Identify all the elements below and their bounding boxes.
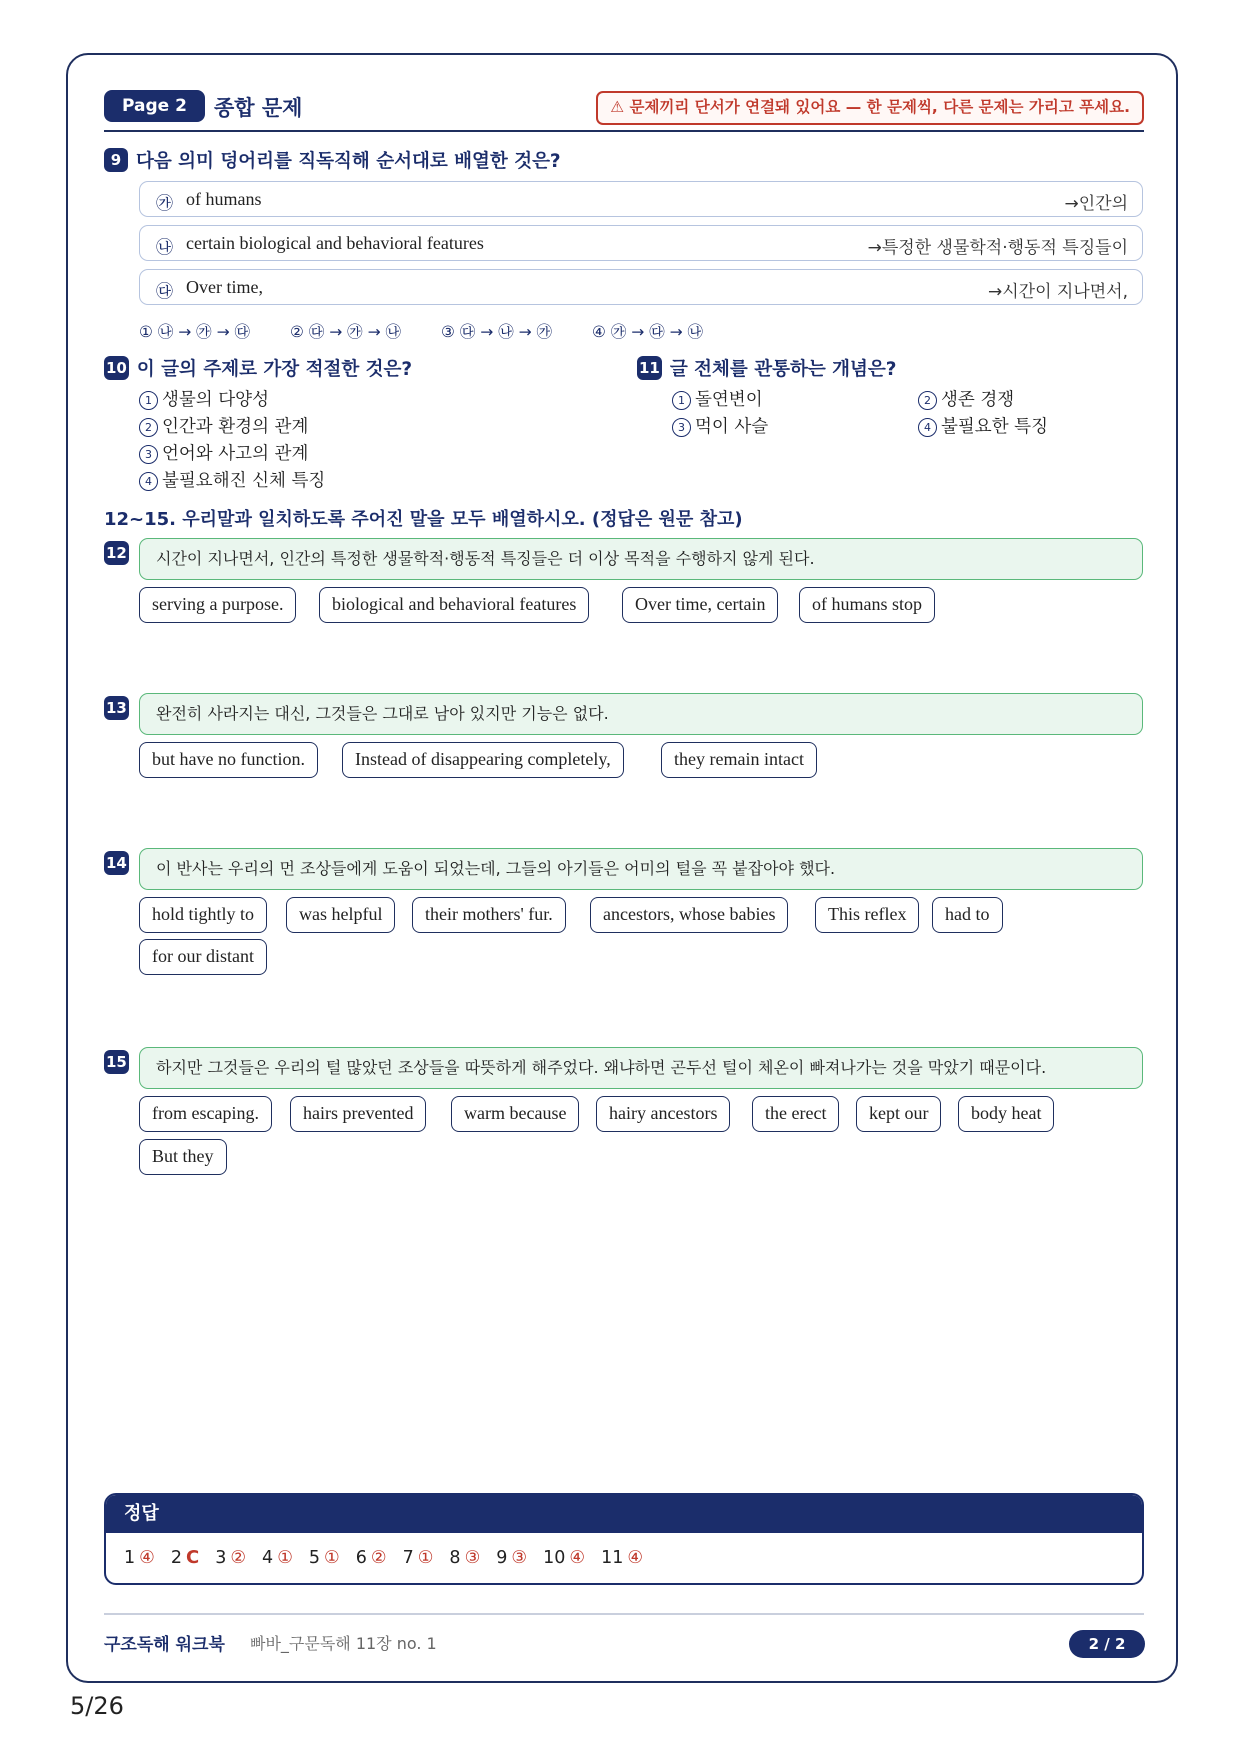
question-number-12: 12: [104, 541, 129, 565]
section-title: 종합 문제: [214, 96, 303, 120]
word-card[interactable]: the erect: [752, 1096, 839, 1132]
word-card[interactable]: ancestors, whose babies: [590, 897, 788, 933]
question-number-13: 13: [104, 696, 129, 720]
word-card[interactable]: their mothers' fur.: [412, 897, 566, 933]
q11-option-1[interactable]: [672, 386, 763, 411]
answer-value: ②: [370, 1548, 387, 1568]
footer-subtitle: 빠바_구문독해 11장 no. 1: [250, 1634, 437, 1653]
answer-value: ①: [417, 1548, 434, 1568]
answer-number: 4: [262, 1548, 274, 1568]
korean-sentence-12: 시간이 지나면서, 인간의 특정한 생물학적·행동적 특징들은 더 이상 목적을 수행하지 않게 된다.: [139, 538, 1143, 580]
answer-number: 3: [215, 1548, 227, 1568]
word-card[interactable]: Instead of disappearing completely,: [342, 742, 624, 778]
answer-number: 8: [449, 1548, 461, 1568]
chunk-korean: →특정한 생물학적·행동적 특징들이: [867, 238, 1128, 258]
answer-number: 11: [601, 1548, 624, 1568]
option-marker: 4: [918, 418, 937, 437]
answer-value: C: [185, 1547, 200, 1568]
q9-option-3[interactable]: ③ ㉰ → ㉯ → ㉮: [441, 323, 553, 341]
option-text: 생존 경쟁: [941, 390, 1015, 410]
q9-option-1[interactable]: ① ㉯ → ㉮ → ㉰: [139, 323, 251, 341]
answer-number: 10: [543, 1548, 566, 1568]
q10-option-2[interactable]: [139, 413, 308, 438]
chunk-korean: →인간의: [1064, 194, 1128, 214]
question-number-15: 15: [104, 1050, 129, 1074]
answer-key-title: 정답: [106, 1495, 1142, 1533]
korean-sentence-14: 이 반사는 우리의 먼 조상들에게 도움이 되었는데, 그들의 아기들은 어미의 털을 꼭 붙잡아야 했다.: [139, 848, 1143, 890]
q9-option-2[interactable]: ② ㉰ → ㉮ → ㉯: [290, 323, 402, 341]
word-card[interactable]: hairs prevented: [290, 1096, 426, 1132]
question-11: [637, 355, 897, 381]
word-card[interactable]: from escaping.: [139, 1096, 272, 1132]
question-number: 10: [104, 356, 129, 380]
q11-option-4[interactable]: [918, 413, 1048, 438]
word-card[interactable]: This reflex: [815, 897, 919, 933]
option-text: 생물의 다양성: [162, 390, 269, 410]
answer-number: 5: [308, 1548, 321, 1568]
answer-item: [262, 1548, 293, 1568]
answer-number: 7: [402, 1548, 414, 1568]
word-card[interactable]: biological and behavioral features: [319, 587, 589, 623]
chunk-english: of humans: [186, 189, 262, 209]
question-number-14: 14: [104, 851, 129, 875]
question-number: 9: [104, 148, 128, 172]
word-card[interactable]: had to: [932, 897, 1003, 933]
q9-option-4[interactable]: ④ ㉮ → ㉰ → ㉯: [592, 323, 704, 341]
answer-item: [496, 1548, 527, 1568]
chunk-da: [139, 269, 1143, 305]
answer-value: ④: [139, 1548, 155, 1568]
option-text: 불필요해진 신체 특징: [162, 471, 326, 491]
word-card[interactable]: serving a purpose.: [139, 587, 296, 623]
answer-key: [104, 1493, 1144, 1585]
answer-item: [309, 1548, 340, 1568]
answer-number: 1: [124, 1548, 136, 1568]
option-marker: 2: [918, 391, 937, 410]
question-number: 11: [637, 356, 662, 380]
word-card[interactable]: was helpful: [286, 897, 395, 933]
word-card[interactable]: body heat: [958, 1096, 1054, 1132]
answer-item: [543, 1548, 585, 1568]
answer-item: [449, 1548, 480, 1568]
option-marker: 2: [139, 418, 158, 437]
footer-page-number: 2 / 2: [1069, 1630, 1145, 1658]
option-text: 먹이 사슬: [695, 417, 769, 437]
chunk-symbol: ㉰: [156, 282, 173, 302]
option-marker: 3: [672, 418, 691, 437]
question-text: 글 전체를 관통하는 개념은?: [669, 359, 897, 380]
option-marker: 4: [139, 472, 158, 491]
chunk-ga: [139, 181, 1143, 217]
word-card[interactable]: hold tightly to: [139, 897, 267, 933]
option-text: 언어와 사고의 관계: [162, 444, 309, 464]
question-text: 다음 의미 덩어리를 직독직해 순서대로 배열한 것은?: [136, 151, 561, 172]
option-text: 돌연변이: [695, 390, 763, 410]
question-text: 이 글의 주제로 가장 적절한 것은?: [136, 359, 413, 380]
question-10: [104, 355, 412, 381]
option-text: 인간과 환경의 관계: [162, 417, 309, 437]
answer-value: ③: [511, 1548, 528, 1568]
word-card[interactable]: for our distant: [139, 939, 267, 975]
answer-value: ④: [569, 1548, 586, 1568]
page-header: [104, 90, 1144, 132]
answer-item: [124, 1548, 155, 1568]
answer-item: [356, 1548, 387, 1568]
answer-item: [403, 1548, 434, 1568]
footer-title: 구조독해 워크북: [104, 1635, 225, 1655]
warning-banner: ⚠ 문제끼리 단서가 연결돼 있어요 — 한 문제씩, 다른 문제는 가리고 푸세요.: [596, 91, 1144, 125]
word-card[interactable]: Over time, certain: [622, 587, 778, 623]
q9-options: [139, 320, 703, 342]
chunk-na: [139, 225, 1143, 261]
answer-value: ②: [230, 1548, 247, 1568]
q10-option-3[interactable]: [139, 440, 308, 465]
word-card[interactable]: but have no function.: [139, 742, 318, 778]
word-card[interactable]: kept our: [856, 1096, 941, 1132]
q10-option-1[interactable]: [139, 386, 269, 411]
answer-list: [106, 1533, 1142, 1583]
word-card[interactable]: of humans stop: [799, 587, 935, 623]
answer-number: 2: [170, 1548, 182, 1568]
korean-sentence-15: 하지만 그것들은 우리의 털 많았던 조상들을 따뜻하게 해주었다. 왜냐하면 곤두선 털이 체온이 빠져나가는 것을 막았기 때문이다.: [139, 1047, 1143, 1089]
option-marker: 1: [139, 391, 158, 410]
answer-value: ③: [464, 1548, 481, 1568]
instruction-text: 12~15. 우리말과 일치하도록 주어진 말을 모두 배열하시오. (정답은 원문 참고): [104, 509, 743, 530]
answer-item: [215, 1548, 246, 1568]
answer-value: ①: [277, 1548, 293, 1568]
q10-option-4[interactable]: [139, 467, 325, 492]
option-marker: 3: [139, 445, 158, 464]
answer-value: ①: [324, 1548, 340, 1568]
page-label: Page 2: [104, 90, 205, 122]
answer-value: ④: [627, 1548, 644, 1568]
word-card[interactable]: But they: [139, 1139, 227, 1175]
chunk-symbol: ㉯: [156, 238, 173, 258]
word-card[interactable]: warm because: [451, 1096, 579, 1132]
korean-sentence-13: 완전히 사라지는 대신, 그것들은 그대로 남아 있지만 기능은 없다.: [139, 693, 1143, 735]
answer-item: [171, 1548, 199, 1568]
chunk-symbol: ㉮: [156, 194, 173, 214]
answer-item: [601, 1548, 643, 1568]
document-page-indicator: 5/26: [70, 1692, 124, 1720]
chunk-english: certain biological and behavioral features: [186, 233, 484, 253]
question-9: [104, 147, 561, 173]
option-marker: 1: [672, 391, 691, 410]
q11-option-2[interactable]: [918, 386, 1014, 411]
chunk-english: Over time,: [186, 277, 263, 297]
word-card[interactable]: they remain intact: [661, 742, 817, 778]
option-text: 불필요한 특징: [941, 417, 1048, 437]
footer-divider: [104, 1613, 1144, 1615]
chunk-korean: →시간이 지나면서,: [987, 282, 1128, 302]
word-card[interactable]: hairy ancestors: [596, 1096, 730, 1132]
answer-number: 6: [355, 1548, 367, 1568]
q11-option-3[interactable]: [672, 413, 768, 438]
answer-number: 9: [496, 1548, 508, 1568]
